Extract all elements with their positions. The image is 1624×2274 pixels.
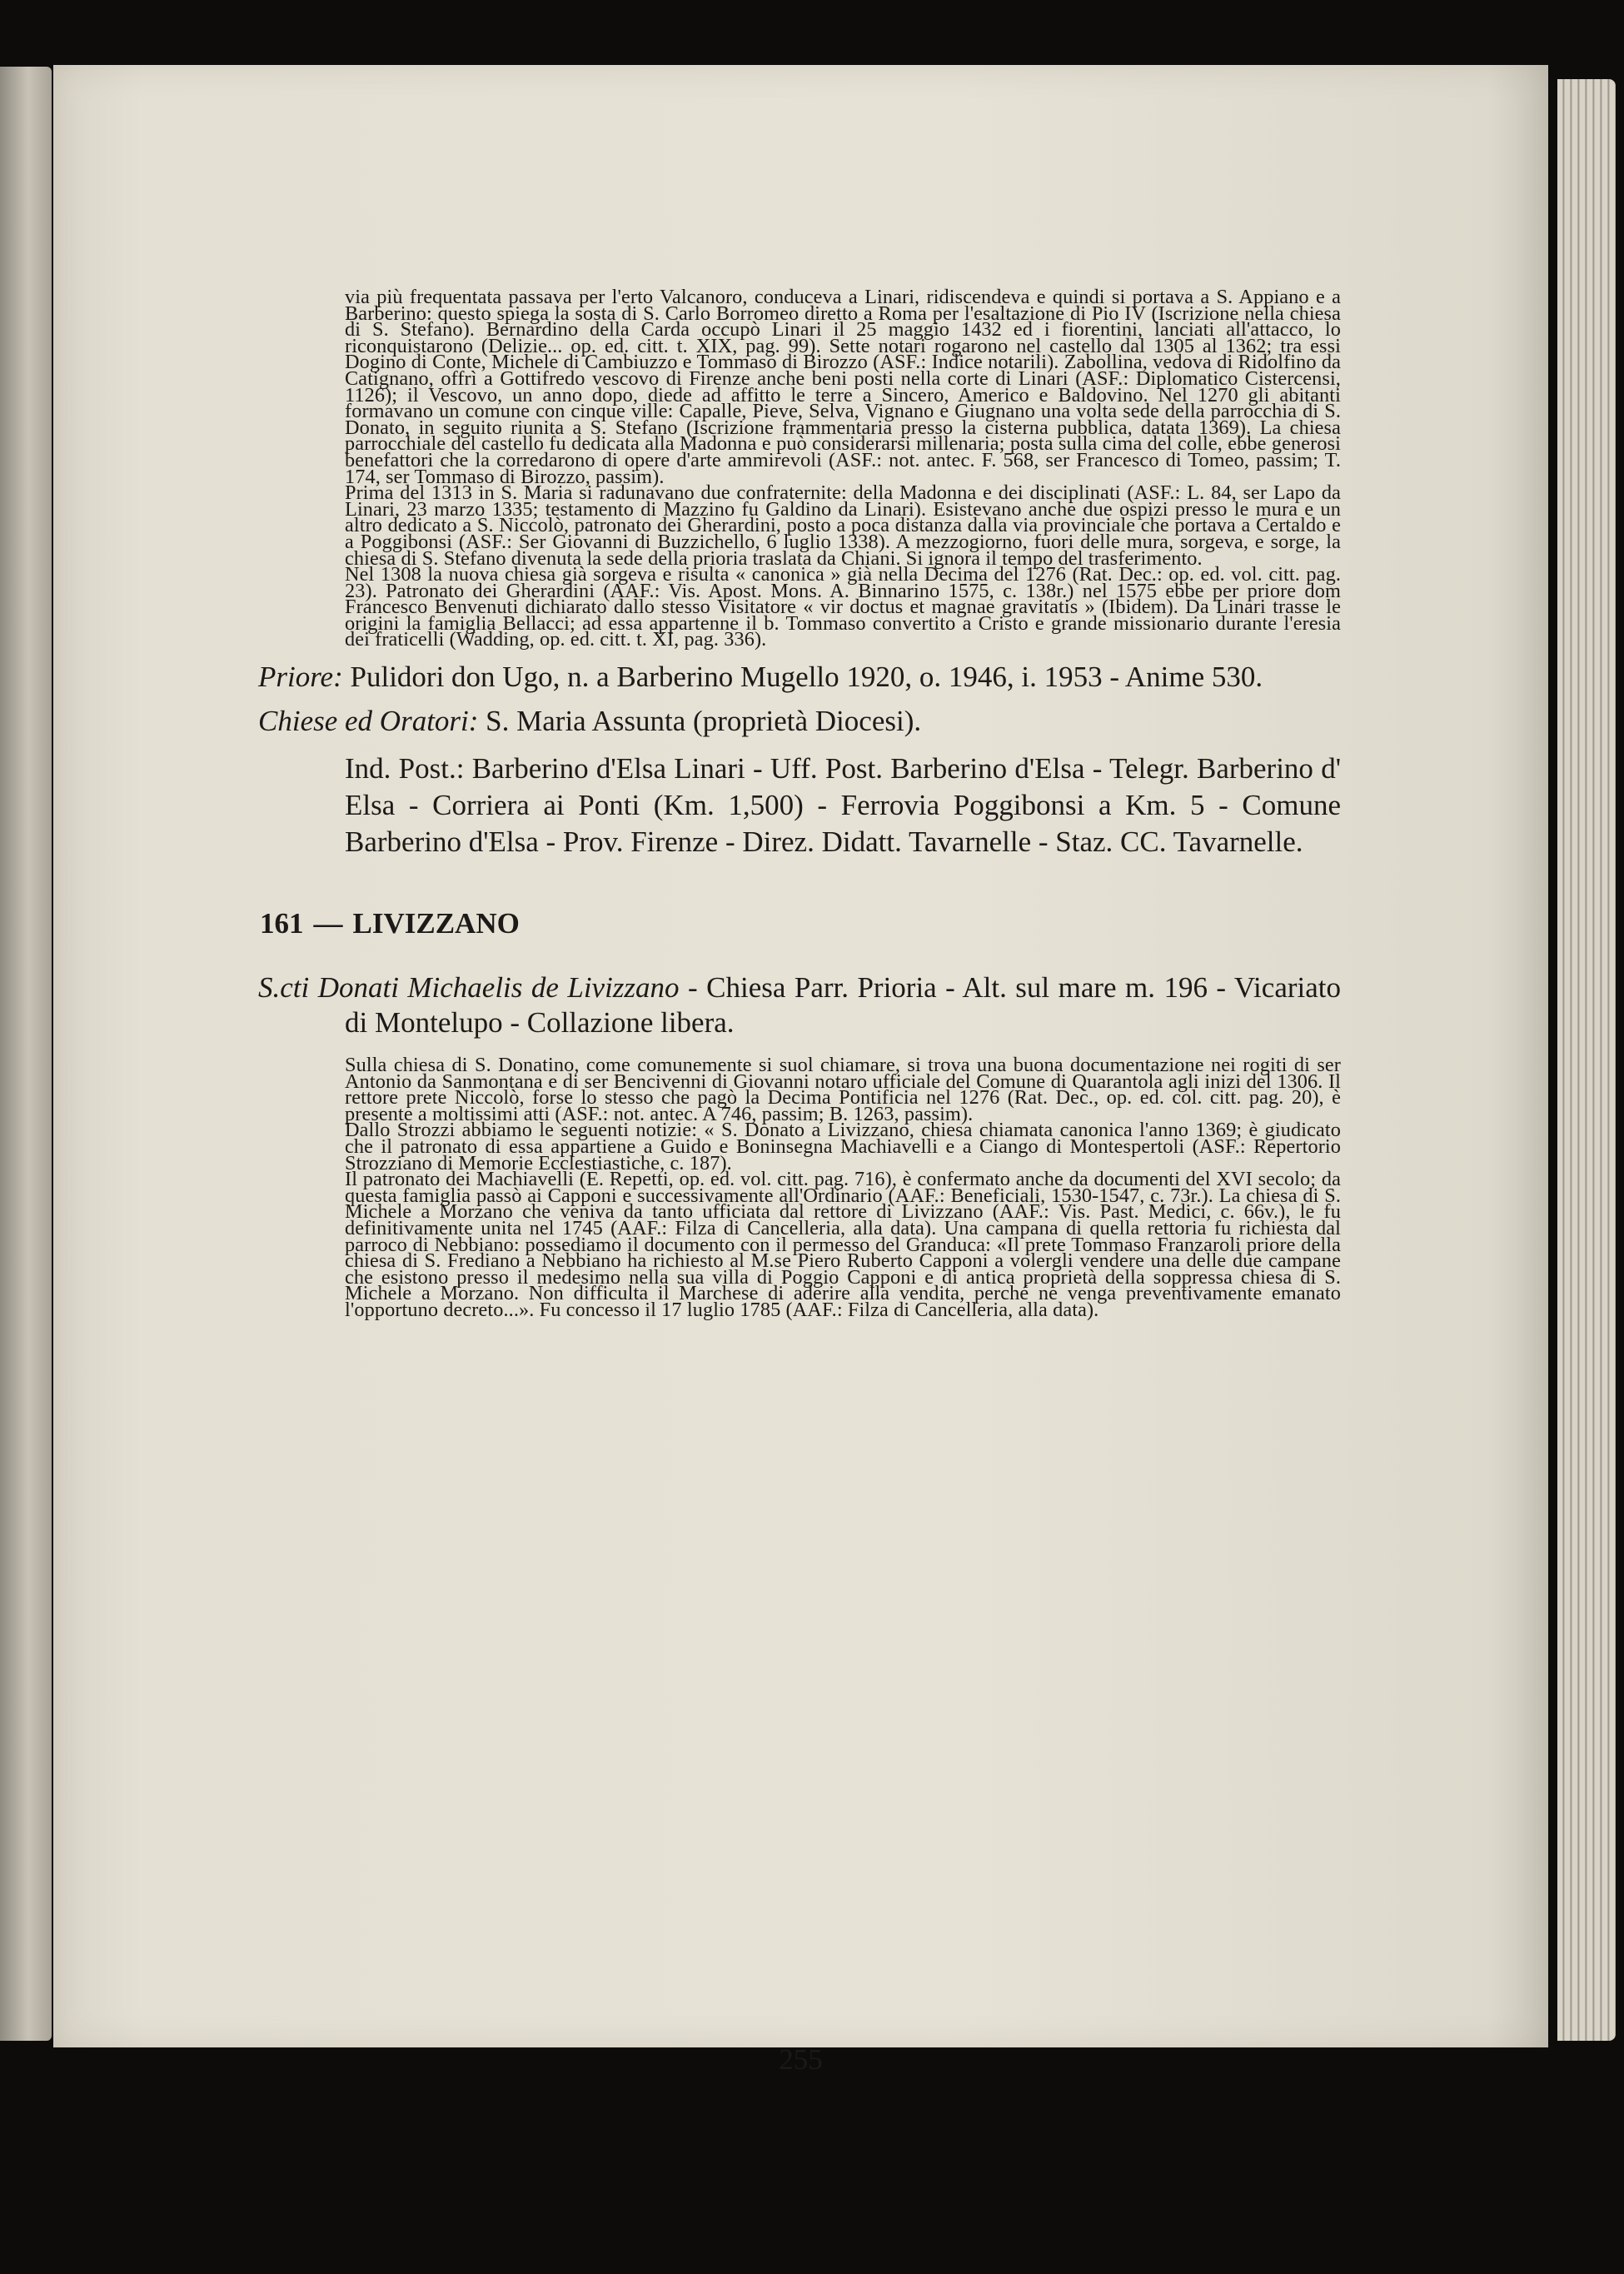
left-page-edge: [0, 67, 52, 2041]
section-heading: [260, 907, 1341, 940]
notes-block-linari: [345, 286, 1341, 651]
church-details: - Chiesa Parr. Prioria - Alt. sul mare m. 196 - Vicariato di Montelupo - Collazione libera.: [345, 971, 1341, 1040]
note-paragraph: Il patronato dei Machiavelli (E. Repetti, op. ed. vol. citt. pag. 716), è confermato anche da documenti del XVI secolo; da questa famiglia passò ai Capponi e successivamente all'Ordinario (AAF.: Beneficiali, 1530-1547, c. 73r.). La chiesa di S. Michele a Morzano che veniva da tanto ufficiata dal rettore di Livizzano (AAF.: Vis. Past. Medici, c. 66v.), le fu definitivamente unita nel 1745 (AAF.: Filza di Cancelleria, alla data). Una campana di quella rettoria fu richiesta dal parroco di Nebbiano: possediamo il documento con il permesso del Granduca: «Il prete Tommaso Franzaroli priore della chiesa di S. Frediano a Nebbiano ha richiesto al M.se Piero Ruberto Capponi a volergli vendere una delle due campane che esistono presso il medesimo nella sua villa di Poggio Capponi e di antica proprietà della soppressa chiesa di S. Michele a Morzano. Non difficulta il Marchese di aderire alla vendita, perché ne venga preventivamente emanato l'opportuno decreto...». Fu concesso il 17 luglio 1785 (AAF.: Filza di Cancelleria, alla data).: [345, 1168, 1341, 1321]
priore-entry: [258, 660, 1341, 695]
note-paragraph: via più frequentata passava per l'erto Valcanoro, conduceva a Linari, ridiscendeva e quindi si portava a S. Appiano e a Barberino: questo spiega la sosta di S. Carlo Borromeo diretto a Roma per l'esaltazione di Pio IV (Iscrizione nella chiesa di S. Stefano). Bernardino della Carda occupò Linari il 25 maggio 1432 ed i fiorentini, lanciati all'attacco, lo riconquistarono (Delizie... op. ed. citt. t. XIX, pag. 99). Sette notari rogarono nel castello dal 1305 al 1362; tra essi Dogino di Conte, Michele di Cambiuzzo e Tommaso di Birozzo (ASF.: Indice notarili). Zabollina, vedova di Ridolfino da Catignano, offrì a Gottifredo vescovo di Firenze anche beni posti nella corte di Linari (ASF.: Diplomatico Cistercensi, 1126); il Vescovo, un anno dopo, diede ad affitto le terre a Sincero, Americo e Baldovino. Nel 1270 gli abitanti formavano un comune con cinque ville: Capalle, Pieve, Selva, Vignano e Giugnano una volta sede della parrocchia di S. Donato, in seguito riunita a S. Stefano (Iscrizione frammentaria presso la cisterna pubblica, datata 1369). La chiesa parrocchiale del castello fu dedicata alla Madonna e può considerarsi millenaria; posta sulla cima del colle, ebbe generosi benefattori che la corredarono di opere d'arte ammirevoli (ASF.: not. antec. F. 568, ser Francesco di Tomeo, passim; T. 174, ser Tommaso di Birozzo, passim).: [345, 286, 1341, 488]
chiese-label: Chiese ed Oratori:: [258, 705, 479, 738]
note-paragraph: Prima del 1313 in S. Maria si radunavano due confraternite: della Madonna e dei disciplinati (ASF.: L. 84, ser Lapo da Linari, 23 marzo 1335; testamento di Mazzino fu Galdino da Linari). Esistevano anche due ospizi presso le mura e un altro dedicato a S. Niccolò, patronato dei Gherardini, posto a poca distanza dalla via provinciale che portava a Certaldo e a Poggibonsi (ASF.: Ser Giovanni di Buzzichello, 6 luglio 1338). A mezzogiorno, fuori delle mura, sorgeva, e sorge, la chiesa di S. Stefano divenuta la sede della prioria traslata da Chiani. Si ignora il tempo del trasferimento.: [345, 481, 1341, 570]
chiese-text: S. Maria Assunta (proprietà Diocesi).: [486, 705, 922, 738]
church-latin-name: S.cti Donati Michaelis de Livizzano: [258, 971, 680, 1005]
heading-number: 161: [260, 907, 304, 940]
heading-title: LIVIZZANO: [352, 907, 520, 940]
page-stack-edge: [1557, 79, 1616, 2041]
chiese-entry: [258, 704, 1341, 739]
note-paragraph: Nel 1308 la nuova chiesa già sorgeva e risulta « canonica » già nella Decima del 1276 (Rat. Dec.: op. ed. vol. citt. pag. 23). Patronato dei Gherardini (AAF.: Vis. Apost. Mons. A. Binnarino 1575, c. 138r.) nel 1575 ebbe per priore dom Francesco Benvenuti dichiarato dallo stesso Visitatore « vir doctus et magnae gravitatis » (Ibidem). Da Linari trasse le origini la famiglia Bellacci; ad essa appartenne il b. Tommaso convertito a Cristo e grande missionario durante l'eresia dei fraticelli (Wadding, op. ed. citt. t. XI, pag. 336).: [345, 563, 1341, 651]
priore-text: Pulidori don Ugo, n. a Barberino Mugello 1920, o. 1946, i. 1953 - Anime 530.: [350, 661, 1263, 694]
note-paragraph: Sulla chiesa di S. Donatino, come comunemente si suol chiamare, si trova una buona documentazione nei rogiti di ser Antonio da Sanmontana e di ser Bencivenni di Giovanni notaro ufficiale del Comune di Quarantola agli inizi del 1306. Il rettore prete Niccolò, forse lo stesso che pagò la Decima Pontificia nel 1276 (Rat. Dec., op. ed. col. citt. pag. 20), è presente a moltissimi atti (ASF.: not. antec. A 746, passim; B. 1263, passim).: [345, 1054, 1341, 1125]
heading-dash: —: [313, 907, 343, 940]
church-title-entry: [258, 970, 1341, 1040]
page-content: [258, 286, 1341, 1321]
notes-block-livizzano: [345, 1054, 1341, 1321]
note-paragraph: Dallo Strozzi abbiamo le seguenti notizie: « S. Donato a Livizzano, chiesa chiamata canonica l'anno 1369; è giudicato che il patronato di essa appartiene a Guido e Boninsegna Machiavelli e a Ciango di Montespertoli (ASF.: Repertorio Strozziano di Memorie Ecclestiastiche, c. 187).: [345, 1119, 1341, 1174]
postal-info: Ind. Post.: Barberino d'Elsa Linari - Uff. Post. Barberino d'Elsa - Telegr. Barberino d' Elsa - Corriera ai Ponti (Km. 1,500) - Ferrovia Poggibonsi a Km. 5 - Comune Barberino d'Elsa - Prov. Firenze - Direz. Didatt. Tavarnelle - Staz. CC. Tavarnelle.: [345, 752, 1341, 859]
page-number: 255: [779, 2043, 823, 2076]
priore-label: Priore:: [258, 661, 343, 694]
book-page: [53, 65, 1548, 2076]
